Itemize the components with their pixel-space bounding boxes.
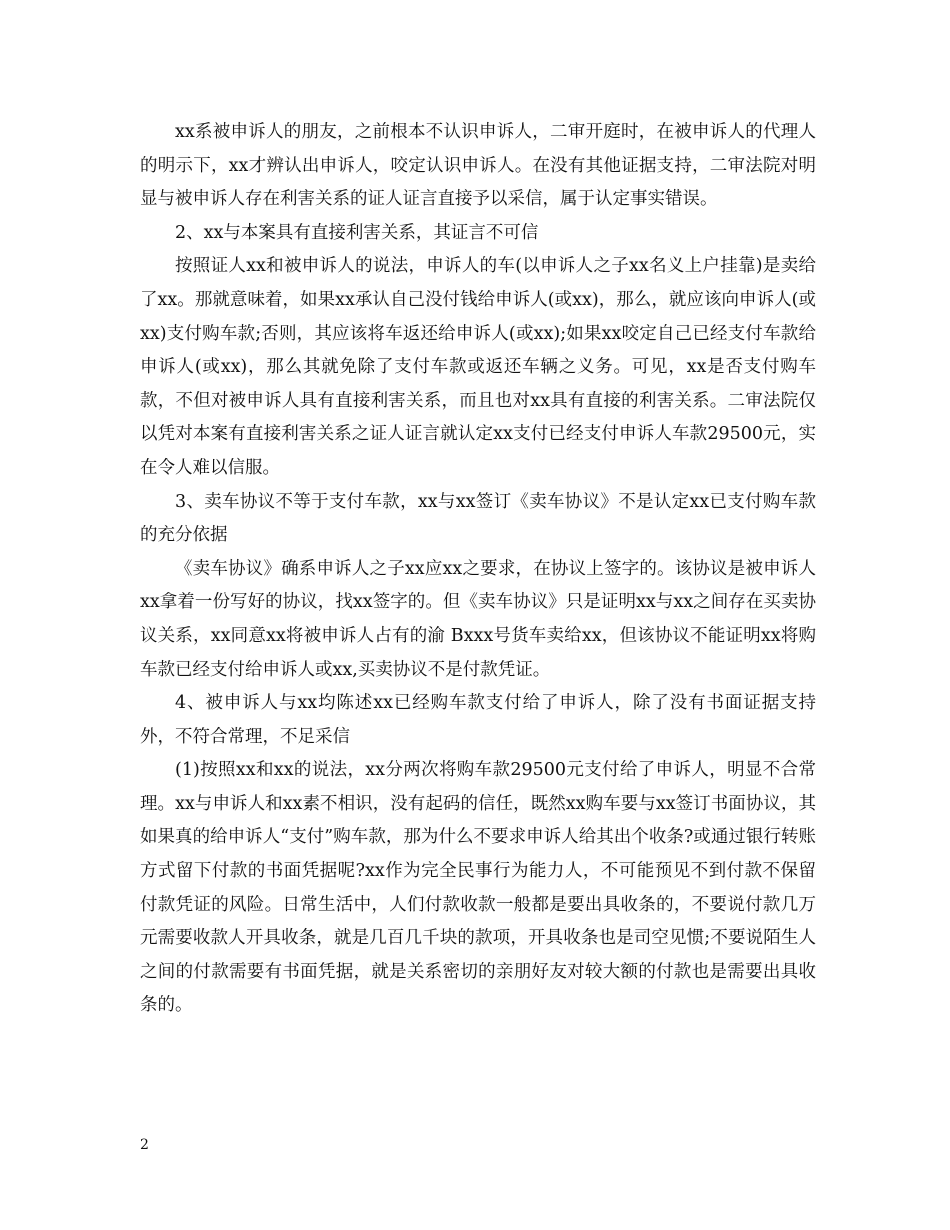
- paragraph-sale-agreement: 《卖车协议》确系申诉人之子xx应xx之要求，在协议上签字的。该协议是被申诉人xx拿着一份写好的协议，找xx签字的。但《卖车协议》只是证明xx与xx之间存在买卖协议关系，xx同意xx将被申诉人占有的渝 Bxxx号货车卖给xx，但该协议不能证明xx将购车款已经支付给申诉人或xx,买卖协议不是付款凭证。: [140, 558, 816, 680]
- heading-point-3: 3、卖车协议不等于支付车款，xx与xx签订《卖车协议》不是认定xx已支付购车款的充分依据: [140, 491, 816, 546]
- heading-point-4: 4、被申诉人与xx均陈述xx已经购车款支付给了申诉人，除了没有书面证据支持外，不符合常理，不足采信: [140, 693, 816, 747]
- paragraph-payment-reasoning: (1)按照xx和xx的说法，xx分两次将购车款29500元支付给了申诉人，明显不合常理。xx与申诉人和xx素不相识，没有起码的信任，既然xx购车要与xx签订书面协议，其如果真的给申诉人“支付”购车款，那为什么不要求申诉人给其出个收条?或通过银行转账方式留下付款的书面凭据呢?xx作为完全民事行为能力人，不可能预见不到付款不保留付款凭证的风险。日常生活中，人们付款收款一般都是要出具收条的，不要说付款几万元需要收款人开具收条，就是几百几千块的款项，开具收条也是司空见惯;不要说陌生人之间的付款需要有书面凭据，就是关系密切的亲朋好友对较大额的付款也是需要出具收条的。: [140, 760, 816, 1016]
- page-number: 2: [140, 1137, 149, 1153]
- paragraph-witness-relationship: xx系被申诉人的朋友，之前根本不认识申诉人，二审开庭时，在被申诉人的代理人的明示下，xx才辨认出申诉人，咬定认识申诉人。在没有其他证据支持，二审法院对明显与被申诉人存在利害关系的证人证言直接予以采信，属于认定事实错误。: [140, 122, 816, 210]
- paragraph-interest-analysis: 按照证人xx和被申诉人的说法，申诉人的车(以申诉人之子xx名义上户挂靠)是卖给了xx。那就意味着，如果xx承认自己没付钱给申诉人(或xx)，那么，就应该向申诉人(或xx)支付购车款;否则，其应该将车返还给申诉人(或xx);如果xx咬定自己已经支付车款给申诉人(或xx)，那么其就免除了支付车款或返还车辆之义务。可见，xx是否支付购车款，不但对被申诉人具有直接利害关系，而且也对xx具有直接的利害关系。二审法院仅以凭对本案有直接利害关系之证人证言就认定xx支付已经支付申诉人车款29500元，实在令人难以信服。: [140, 256, 816, 478]
- heading-point-2: 2、xx与本案具有直接利害关系，其证言不可信: [175, 222, 539, 243]
- document-body: [140, 116, 816, 1023]
